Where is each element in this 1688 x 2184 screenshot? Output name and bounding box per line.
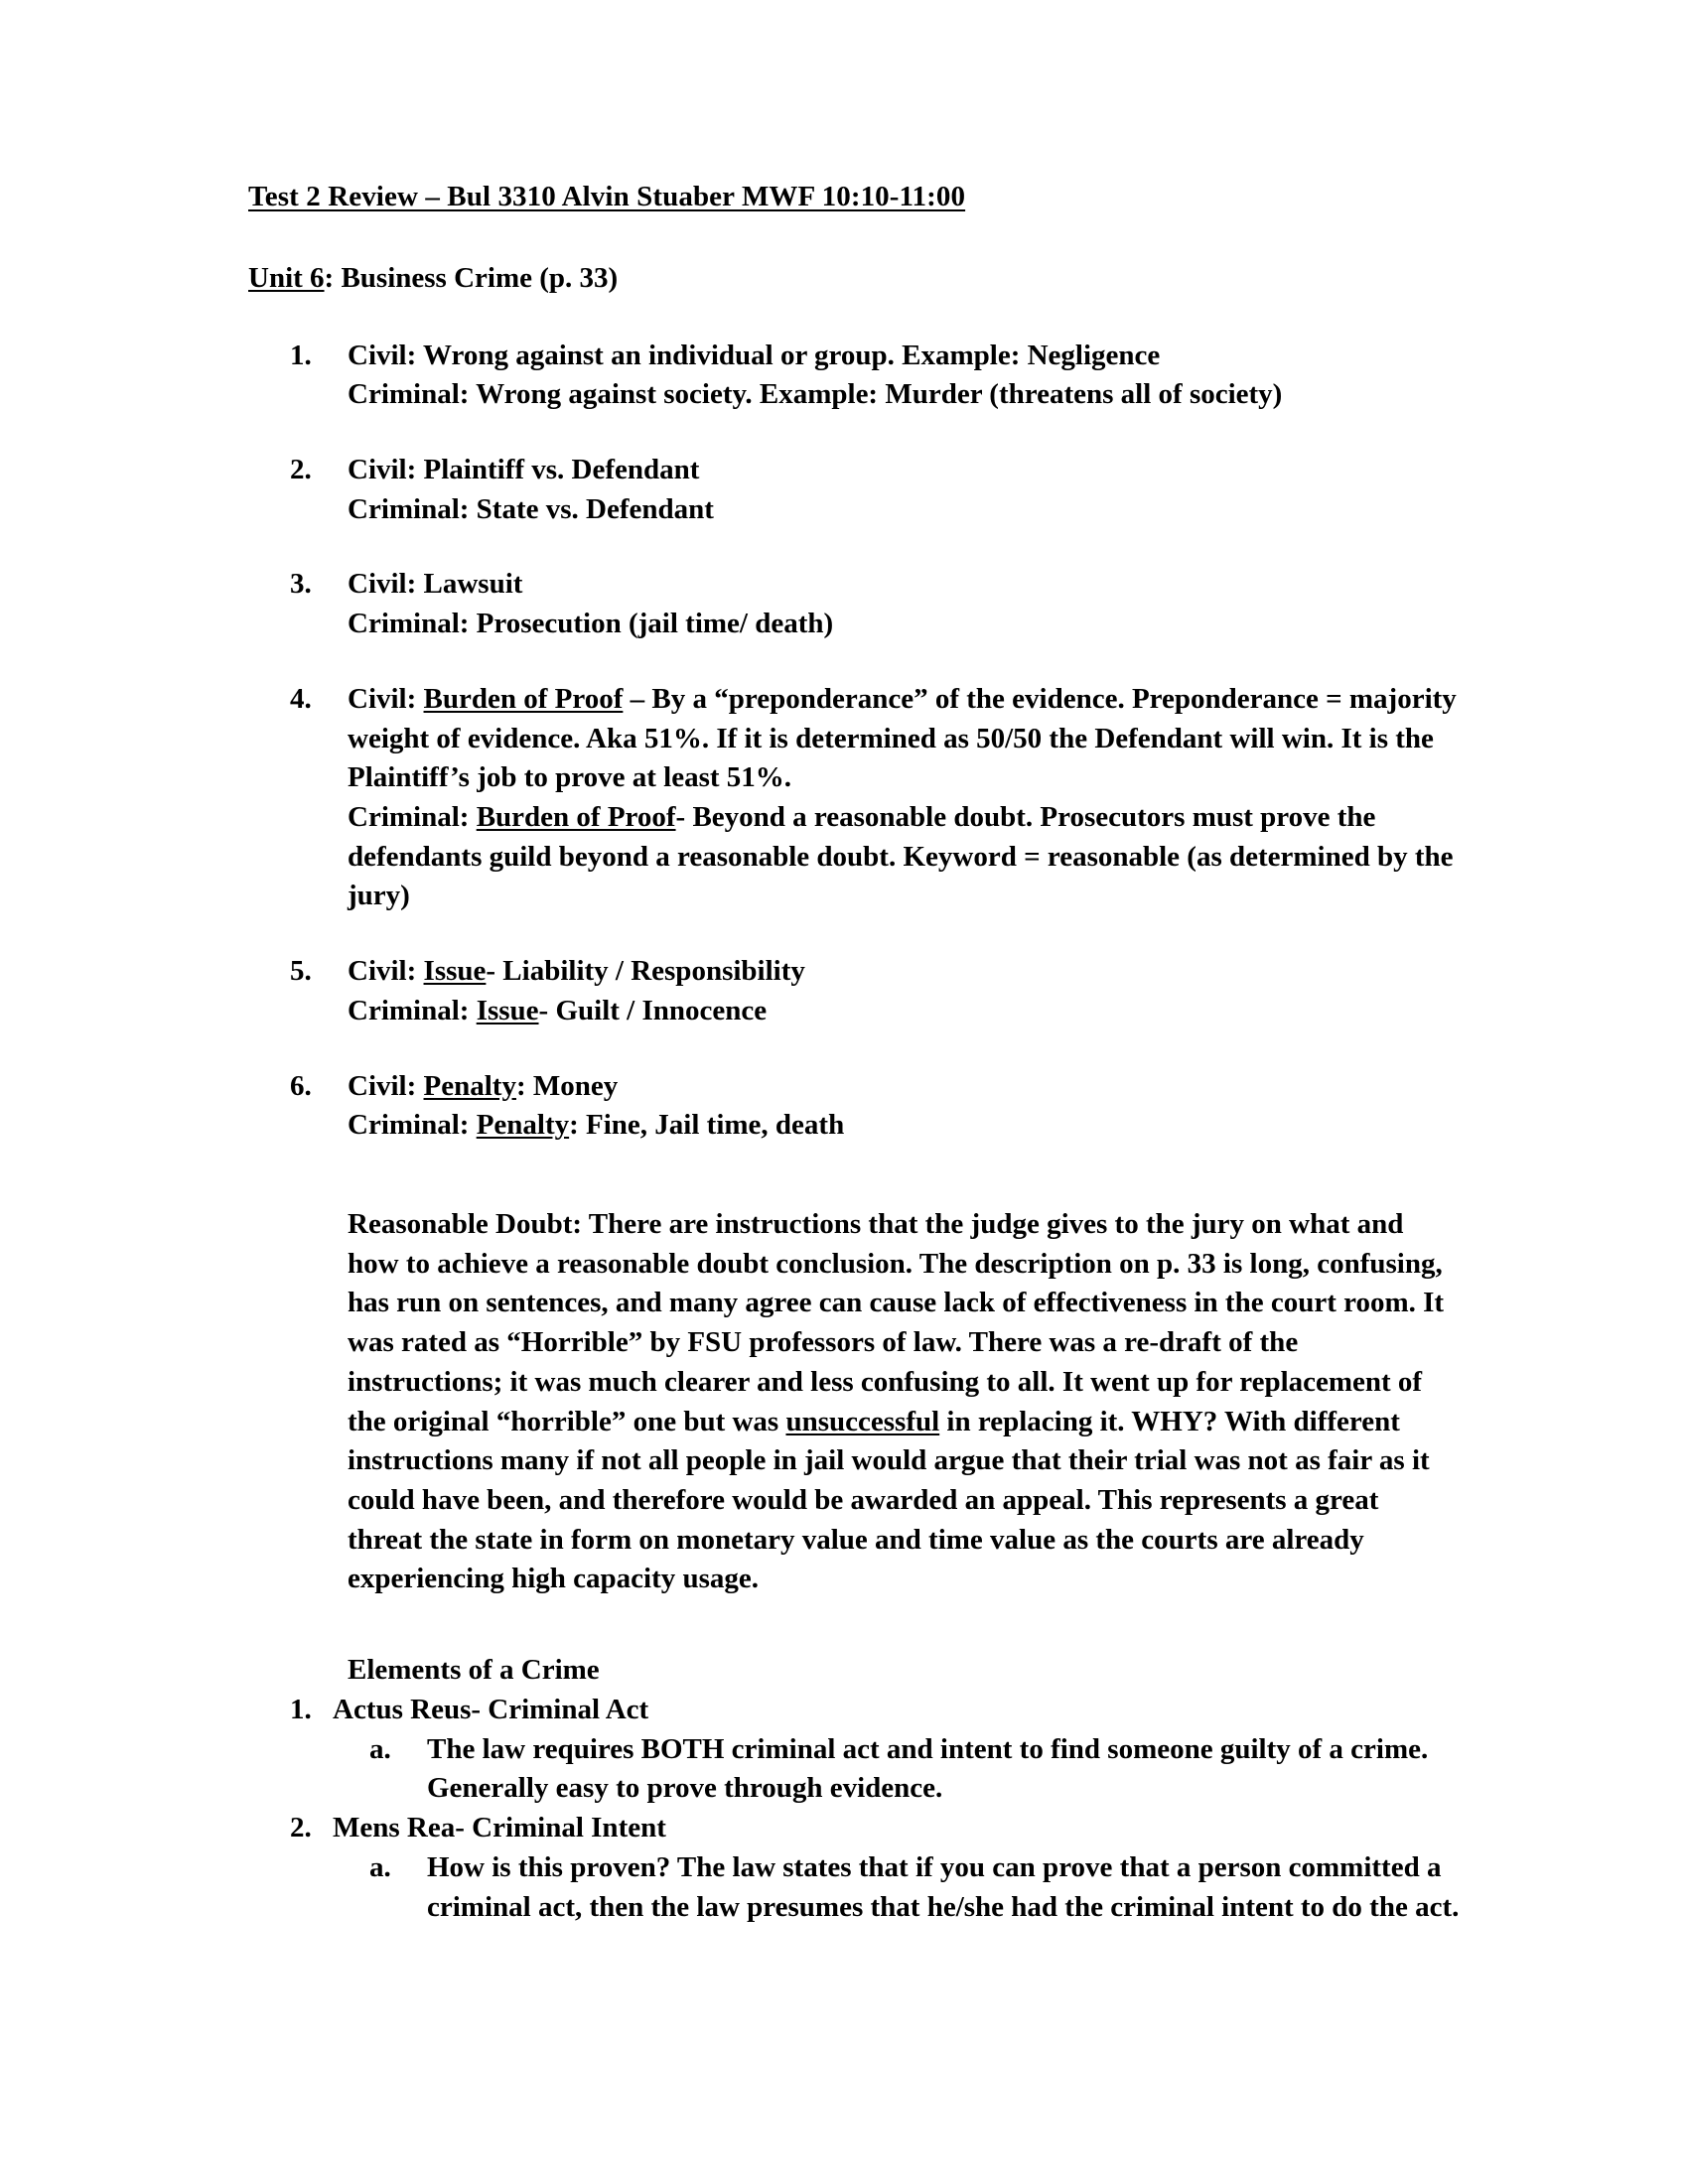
list-marker: 1. xyxy=(290,1693,312,1725)
civil-line xyxy=(348,1067,1460,1107)
civil-criminal-comparison-list xyxy=(248,337,1460,1147)
reasonable-doubt-text-part1: Reasonable Doubt: There are instructions that the judge gives to the jury on what and how to achieve a reasonable doubt conclusion. The description on p. 33 is long, confusing, has run on sentences, and many agree can cause lack of effectiveness in the court room. It was rated as “Horrible” by FSU professors of law. There was a re-draft of the instructions; it was much clearer and less confusing to all. It went up for replacement of the original “horrible” one but was xyxy=(348,1208,1445,1437)
list-marker: 5. xyxy=(290,955,312,988)
reasonable-doubt-paragraph xyxy=(348,1205,1460,1599)
civil-term: Penalty xyxy=(423,1069,516,1102)
reasonable-doubt-block xyxy=(248,1205,1460,1599)
element-sub-text: How is this proven? The law states that if you can prove that a person committed a criminal act, then the law presumes that he/she had the criminal intent to do the act. xyxy=(427,1850,1460,1923)
civil-label: Civil: xyxy=(348,955,424,988)
list-marker: 2. xyxy=(290,453,312,485)
reasonable-doubt-text-part2: in replacing it. WHY? With different instructions many if not all people in jail would argue that their trial was not as fair as it could have been, and therefore would be awarded an appeal. This represents a great threat the state in form on monetary value and time value as the courts are already experiencing high capacity usage. xyxy=(348,1405,1430,1595)
criminal-term: Burden of Proof xyxy=(476,800,676,833)
reasonable-doubt-emphasis: unsuccessful xyxy=(785,1405,940,1437)
civil-term: Issue xyxy=(423,955,487,988)
element-sub-list xyxy=(333,1848,1460,1927)
criminal-line: Criminal: State vs. Defendant xyxy=(348,492,714,525)
unit-heading xyxy=(248,260,1460,296)
criminal-body: - Beyond a reasonable doubt. Prosecutors must prove the defendants guild beyond a reasonable doubt. Keyword = reasonable (as determined by the jury) xyxy=(348,800,1454,912)
civil-line: Civil: Plaintiff vs. Defendant xyxy=(348,453,700,485)
list-item xyxy=(290,1809,1460,1927)
list-item xyxy=(248,952,1460,1030)
list-item xyxy=(248,337,1460,415)
list-item xyxy=(248,680,1460,916)
criminal-label: Criminal: xyxy=(348,800,477,833)
list-marker: 1. xyxy=(290,339,312,371)
criminal-line: Criminal: Prosecution (jail time/ death) xyxy=(348,608,834,640)
element-sub-text: The law requires BOTH criminal act and intent to find someone guilty of a crime. Generally easy to prove through evidence. xyxy=(427,1732,1429,1805)
civil-body: - Liability / Responsibility xyxy=(486,955,805,988)
criminal-label: Criminal: xyxy=(348,1109,477,1142)
criminal-line xyxy=(348,992,1460,1031)
list-item xyxy=(369,1848,1460,1927)
list-item xyxy=(248,1067,1460,1146)
criminal-label: Criminal: xyxy=(348,994,477,1026)
civil-line xyxy=(348,680,1460,798)
civil-label: Civil: xyxy=(348,682,424,715)
list-marker: a. xyxy=(369,1850,391,1883)
criminal-body: : Fine, Jail time, death xyxy=(569,1109,845,1142)
list-marker: 6. xyxy=(290,1069,312,1102)
list-item xyxy=(290,1691,1460,1809)
elements-of-crime-list xyxy=(290,1691,1460,1927)
document-title xyxy=(248,179,1460,214)
unit-heading-label: Unit 6 xyxy=(248,262,325,295)
elements-of-crime-section xyxy=(248,1651,1460,1927)
criminal-line: Criminal: Wrong against society. Example: Murder (threatens all of society) xyxy=(348,378,1283,411)
civil-label: Civil: xyxy=(348,1069,424,1102)
civil-body: – By a “preponderance” of the evidence. Preponderance = majority weight of evidence. Aka 51%. If it is determined as 50/50 the Defendant will win. It is the Plaintiff’s job to prove at least 51%. xyxy=(348,682,1457,794)
list-item xyxy=(369,1730,1460,1809)
element-label: Actus Reus- Criminal Act xyxy=(333,1693,649,1725)
list-item xyxy=(248,565,1460,643)
document-title-text: Test 2 Review – Bul 3310 Alvin Stuaber MWF 10:10-11:00 xyxy=(248,181,966,212)
civil-line xyxy=(348,952,1460,992)
criminal-line xyxy=(348,1106,1460,1146)
criminal-line xyxy=(348,798,1460,916)
element-sub-list xyxy=(333,1730,1460,1809)
unit-heading-rest: : Business Crime (p. 33) xyxy=(324,262,619,295)
elements-of-crime-heading: Elements of a Crime xyxy=(348,1654,600,1687)
criminal-term: Penalty xyxy=(476,1109,570,1142)
list-marker: 4. xyxy=(290,682,312,715)
list-marker: a. xyxy=(369,1732,391,1765)
civil-line: Civil: Lawsuit xyxy=(348,568,523,601)
civil-line: Civil: Wrong against an individual or group. Example: Negligence xyxy=(348,339,1161,371)
element-label: Mens Rea- Criminal Intent xyxy=(333,1812,666,1844)
list-marker: 2. xyxy=(290,1812,312,1844)
civil-term: Burden of Proof xyxy=(423,682,624,715)
criminal-body: - Guilt / Innocence xyxy=(538,994,768,1026)
list-marker: 3. xyxy=(290,568,312,601)
civil-body: : Money xyxy=(515,1069,619,1102)
criminal-term: Issue xyxy=(476,994,539,1026)
list-item xyxy=(248,451,1460,529)
